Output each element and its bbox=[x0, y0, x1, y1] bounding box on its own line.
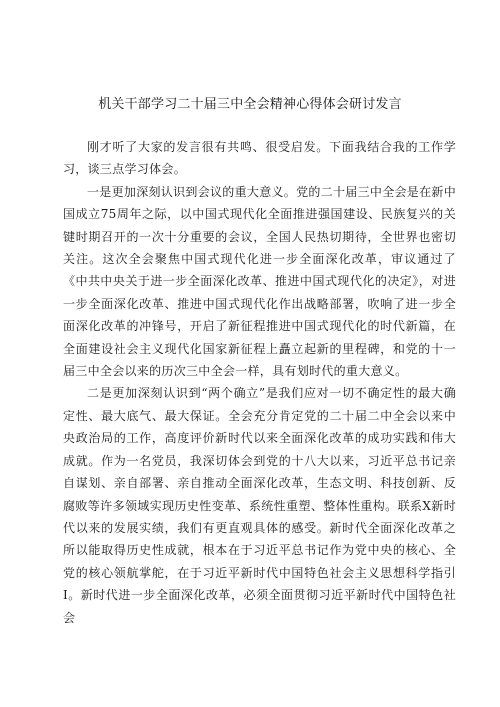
paragraph-point-one: 一是更加深刻认识到会议的重大意义。党的二十届三中全会是在新中国成立75周年之际，以中国式现代化全面推进强国建设、民族复兴的关键时期召开的一次十分重要的会议，全国人民热切期待，全世界也密切关注。这次全会聚焦中国式现代化进一步全面深化改革，审议通过了《中共中央关于进一步全面深化改革、推进中国式现代化的决定》，对进一步全面深化改革、推进中国式现代化作出战略部署，吹响了进一步全面深化改革的冲锋号，开启了新征程推进中国式现代化的时代新篇，在全面建设社会主义现代化国家新征程上矗立起新的里程碑，和党的十一届三中全会以来的历次三中全会一样，具有划时代的重大意义。 bbox=[63, 184, 457, 379]
document-title: 机关干部学习二十届三中全会精神心得体会研讨发言 bbox=[98, 97, 402, 112]
document-body bbox=[63, 136, 456, 629]
paragraph-intro: 刚才听了大家的发言很有共鸣、很受启发。下面我结合我的工作学习，谈三点学习体会。 bbox=[63, 140, 456, 177]
paragraph-point-two: 二是更加深刻认识到“两个确立”是我们应对一切不确定性的最大确定性、最大底气、最大保证。全会充分肯定党的二十届二中全会以来中央政治局的工作，高度评价新时代以来全面深化改革的成功实践和伟大成就。作为一名党员，我深切体会到党的十八大以来，习近平总书记亲自谋划、亲自部署、亲自推动全面深化改革，生态文明、科技创新、反腐败等许多领域实现历史性变革、系统性重塑、整体性重构。联系X新时代以来的发展实绩，我们有更直观具体的感受。新时代全面深化改革之所以能取得历史性成就，根本在于习近平总书记作为党中央的核心、全党的核心领航掌舵，在于习近平新时代中国特色社会主义思想科学指引I。新时代进一步全面深化改革，必须全面贯彻习近平新时代中国特色社会 bbox=[63, 386, 456, 625]
